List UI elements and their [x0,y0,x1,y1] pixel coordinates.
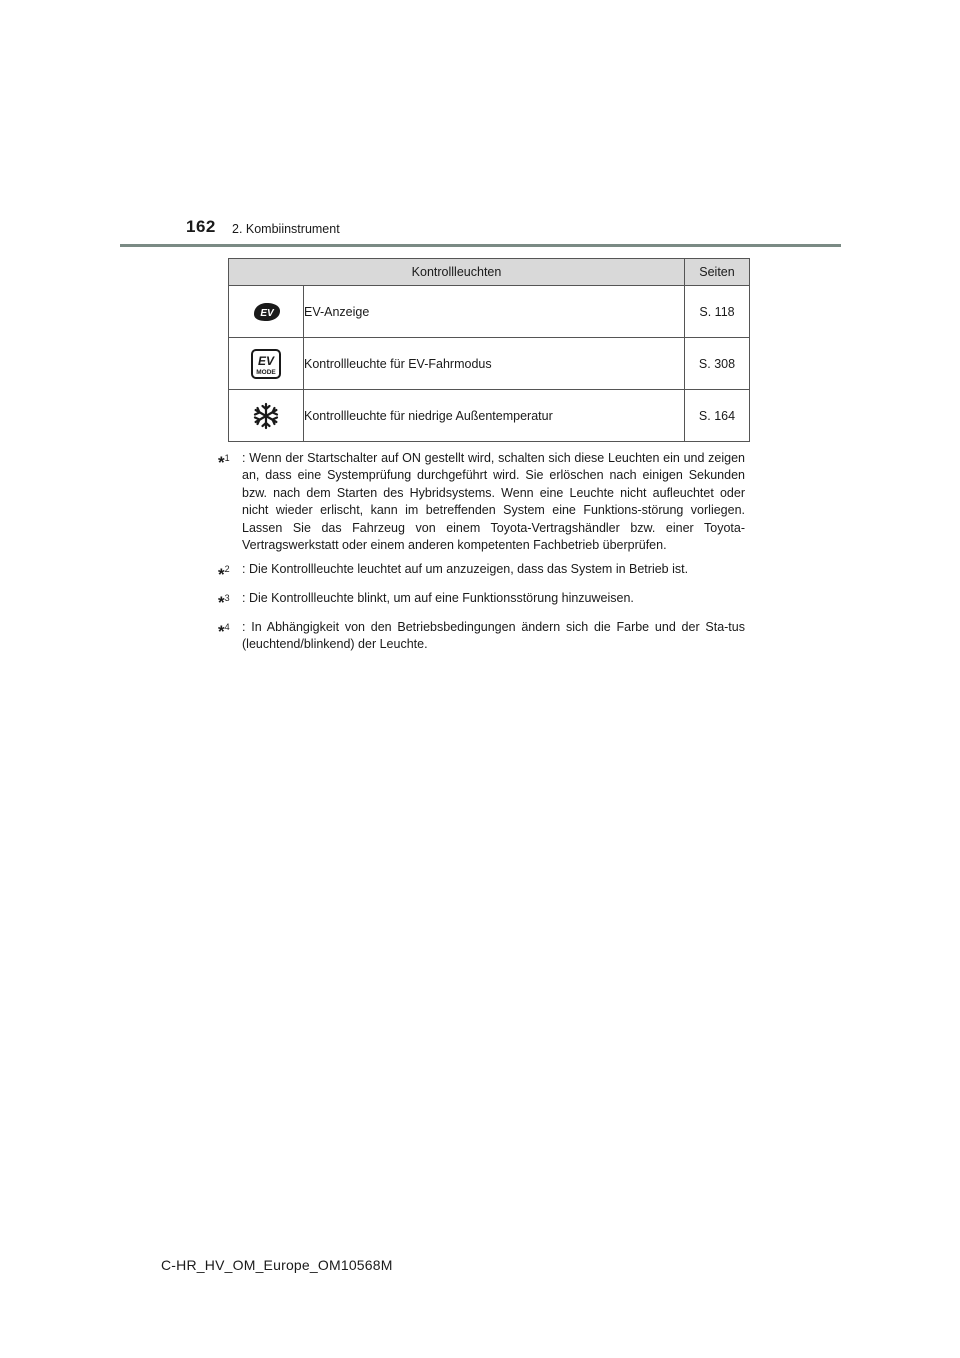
footnote-marker [218,561,242,583]
page-number: 162 [186,217,216,236]
column-header-indicators: Kontrollleuchten [229,259,685,286]
footnote-marker [218,450,242,472]
ev-mode-text: EV [257,353,275,368]
footnote-marker [218,619,242,641]
footnote-text: : Die Kontrollleuchte blinkt, um auf eine Funktionsstörung hinzuweisen. [242,591,634,605]
table-header-row [229,259,750,286]
indicator-label: Kontrollleuchte für niedrige Außentemperatur [304,390,685,442]
icon-cell [229,338,304,390]
footnote-star: * [218,564,225,584]
footnote-number: 3 [224,593,230,603]
page-reference: S. 118 [685,286,750,338]
table-row [229,390,750,442]
icon-cell [229,286,304,338]
footnote-number: 1 [224,453,230,463]
ev-mode-subtext: MODE [256,368,276,376]
footnote-4 [218,619,745,654]
footnote-star: * [218,621,225,641]
footnote-number: 4 [224,621,230,632]
ev-indicator-icon [250,301,282,323]
snowflake-icon [252,402,280,430]
footnote-number: 2 [224,564,230,575]
indicator-label: EV-Anzeige [304,286,685,338]
footnote-text: : Wenn der Startschalter auf ON gestellt wird, schalten sich diese Leuchten ein und zeigen an, dass eine Systemprüfung durchgeführt wird. Sie erlöschen nach einigen Sekunden bzw. nach dem Starten des Hybridsystems. Wenn eine Leuchte nicht aufleuchtet oder nicht wieder erlischt, kann im betreffenden System eine Funktions-störung vorliegen. Lassen Sie das Fahrzeug von einem Toyota-Vertragshändler bzw. einer Toyota-Vertragswerkstatt oder einem anderen kompetenten Fachbetrieb überprüfen. [242,451,745,553]
table-row [229,286,750,338]
footnote-text: : Die Kontrollleuchte leuchtet auf um anzuzeigen, dass das System in Betrieb ist. [242,562,689,577]
ev-mode-indicator-icon [250,348,282,380]
footnote-text: : In Abhängigkeit von den Betriebsbedingungen ändern sich die Farbe und der Sta-tus (leuchtend/blinkend) der Leuchte. [242,619,745,651]
page-reference: S. 164 [685,390,750,442]
footnote-2 [218,561,745,583]
page-reference: S. 308 [685,338,750,390]
footnote-star: * [218,453,225,473]
ev-indicator-text: EV [260,307,274,319]
column-header-pages: Seiten [685,259,750,286]
indicator-table [228,258,750,442]
footnote-star: * [218,593,225,613]
footnotes [218,450,745,660]
header-rule [120,244,841,247]
footnote-1 [218,450,745,554]
icon-cell [229,390,304,442]
indicator-label: Kontrollleuchte für EV-Fahrmodus [304,338,685,390]
footnote-3 [218,590,745,612]
document-code: C-HR_HV_OM_Europe_OM10568M [161,1257,393,1273]
table-row [229,338,750,390]
section-title: 2. Kombiinstrument [232,222,340,236]
footnote-marker [218,590,242,612]
